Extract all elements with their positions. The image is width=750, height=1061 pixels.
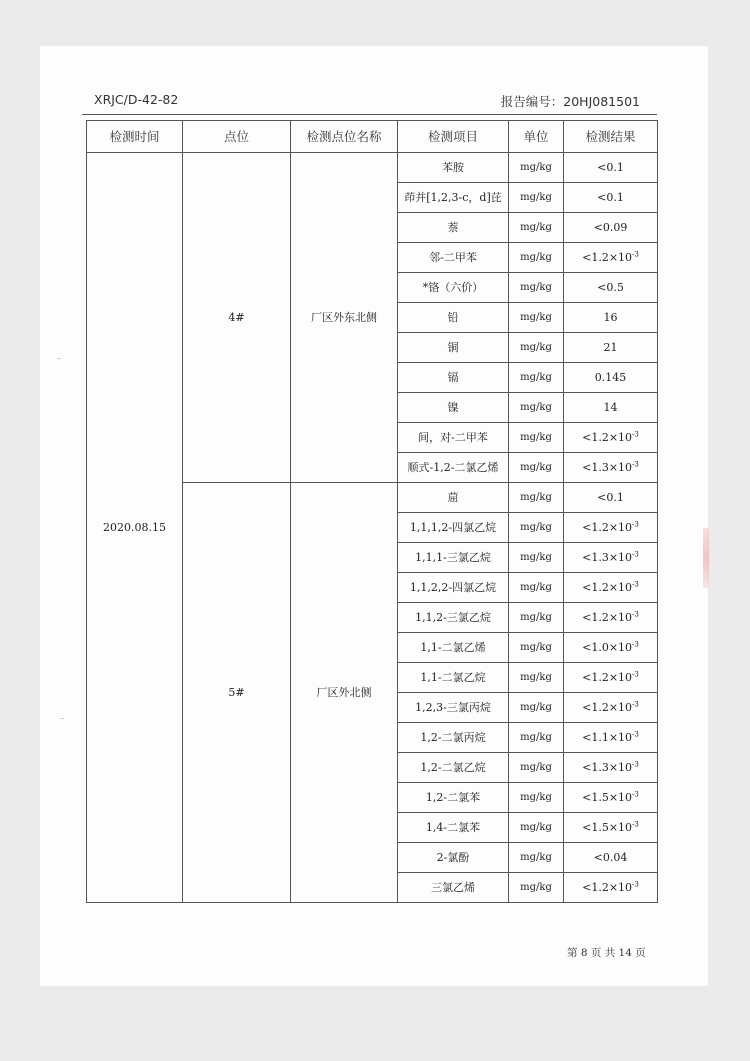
report-number: 报告编号：20HJ081501: [500, 94, 640, 109]
header-divider: [82, 114, 657, 115]
test-item: 铜: [398, 333, 509, 363]
unit: mg/kg: [509, 723, 564, 753]
table-header-row: [87, 121, 658, 153]
result-value: 21: [603, 341, 618, 354]
test-result: [564, 663, 658, 693]
document-code: XRJC/D-42-82: [94, 92, 179, 107]
table-body: [87, 153, 658, 903]
result-exponent: -3: [632, 520, 639, 529]
result-value: 0.145: [594, 371, 627, 384]
result-exponent: -3: [632, 760, 639, 769]
unit: mg/kg: [509, 573, 564, 603]
col-header-item: 检测项目: [398, 121, 509, 153]
test-result: [564, 693, 658, 723]
unit: mg/kg: [509, 423, 564, 453]
result-exponent: -3: [632, 580, 639, 589]
unit: mg/kg: [509, 453, 564, 483]
result-exponent: -3: [632, 820, 639, 829]
test-result: [564, 753, 658, 783]
test-result: [564, 483, 658, 513]
result-value: <1.3×10: [582, 551, 633, 564]
unit: mg/kg: [509, 483, 564, 513]
test-result: [564, 453, 658, 483]
unit: mg/kg: [509, 813, 564, 843]
result-exponent: -3: [632, 250, 639, 259]
col-header-result: 检测结果: [564, 121, 658, 153]
test-result: [564, 273, 658, 303]
result-value: <1.2×10: [582, 521, 633, 534]
result-value: 16: [603, 311, 618, 324]
sampling-point: 4#: [183, 153, 291, 483]
result-value: <0.09: [593, 221, 628, 234]
result-value: <1.2×10: [582, 581, 633, 594]
result-value: <1.2×10: [582, 251, 633, 264]
result-value: <1.2×10: [582, 881, 633, 894]
test-item: 1,1,2-三氯乙烷: [398, 603, 509, 633]
result-value: <1.0×10: [582, 641, 633, 654]
test-item: 1,1,2,2-四氯乙烷: [398, 573, 509, 603]
unit: mg/kg: [509, 243, 564, 273]
result-value: <1.2×10: [582, 431, 633, 444]
test-item: 镍: [398, 393, 509, 423]
result-value: <0.5: [597, 281, 624, 294]
test-item: 萘: [398, 213, 509, 243]
unit: mg/kg: [509, 693, 564, 723]
unit: mg/kg: [509, 783, 564, 813]
test-item: 1,4-二氯苯: [398, 813, 509, 843]
result-exponent: -3: [632, 700, 639, 709]
result-exponent: -3: [632, 460, 639, 469]
test-item: 2-氯酚: [398, 843, 509, 873]
unit: mg/kg: [509, 633, 564, 663]
result-value: <1.5×10: [582, 791, 633, 804]
test-result: [564, 153, 658, 183]
result-value: 14: [603, 401, 618, 414]
test-item: 顺式-1,2-二氯乙烯: [398, 453, 509, 483]
test-item: 1,2-二氯乙烷: [398, 753, 509, 783]
result-value: <1.2×10: [582, 701, 633, 714]
test-item: 间，对-二甲苯: [398, 423, 509, 453]
test-result: [564, 213, 658, 243]
test-item: 铅: [398, 303, 509, 333]
unit: mg/kg: [509, 543, 564, 573]
test-item: 邻-二甲苯: [398, 243, 509, 273]
unit: mg/kg: [509, 213, 564, 243]
test-item: 1,1-二氯乙烯: [398, 633, 509, 663]
result-exponent: -3: [632, 790, 639, 799]
test-item: 苯胺: [398, 153, 509, 183]
col-header-unit: 单位: [509, 121, 564, 153]
result-value: <0.1: [597, 161, 624, 174]
col-header-point: 点位: [183, 121, 291, 153]
test-result: [564, 783, 658, 813]
table-row: [87, 153, 658, 183]
test-result: [564, 363, 658, 393]
unit: mg/kg: [509, 753, 564, 783]
test-result: [564, 723, 658, 753]
result-value: <1.5×10: [582, 821, 633, 834]
page-number: 第 8 页 共 14 页: [567, 947, 646, 959]
seal-stamp-edge: [703, 528, 709, 588]
col-header-location: 检测点位名称: [291, 121, 398, 153]
sampling-location: 厂区外东北侧: [291, 153, 398, 483]
test-result: [564, 393, 658, 423]
result-exponent: -3: [632, 880, 639, 889]
result-exponent: -3: [632, 550, 639, 559]
unit: mg/kg: [509, 333, 564, 363]
test-result: [564, 423, 658, 453]
test-result: [564, 813, 658, 843]
test-item: 镉: [398, 363, 509, 393]
unit: mg/kg: [509, 273, 564, 303]
result-value: <0.1: [597, 191, 624, 204]
page-header: [94, 92, 640, 110]
sampling-point: 5#: [183, 483, 291, 903]
test-result: [564, 243, 658, 273]
test-item: 1,2-二氯苯: [398, 783, 509, 813]
unit: mg/kg: [509, 843, 564, 873]
test-item: 茚并[1,2,3-c，d]芘: [398, 183, 509, 213]
unit: mg/kg: [509, 303, 564, 333]
test-result: [564, 633, 658, 663]
result-exponent: -3: [632, 730, 639, 739]
unit: mg/kg: [509, 873, 564, 903]
test-item: 䓛: [398, 483, 509, 513]
result-exponent: -3: [632, 430, 639, 439]
result-value: <1.1×10: [582, 731, 633, 744]
test-result: [564, 303, 658, 333]
test-item: 1,2,3-三氯丙烷: [398, 693, 509, 723]
test-results-table: [86, 120, 658, 903]
result-exponent: -3: [632, 640, 639, 649]
result-value: <0.1: [597, 491, 624, 504]
result-value: <1.3×10: [582, 761, 633, 774]
result-exponent: -3: [632, 670, 639, 679]
result-value: <1.3×10: [582, 461, 633, 474]
unit: mg/kg: [509, 603, 564, 633]
test-item: 1,2-二氯丙烷: [398, 723, 509, 753]
test-result: [564, 543, 658, 573]
test-item: 1,1,1,2-四氯乙烷: [398, 513, 509, 543]
unit: mg/kg: [509, 153, 564, 183]
test-item: 1,1-二氯乙烷: [398, 663, 509, 693]
test-date: 2020.08.15: [87, 153, 183, 903]
unit: mg/kg: [509, 183, 564, 213]
test-result: [564, 873, 658, 903]
test-result: [564, 843, 658, 873]
result-exponent: -3: [632, 610, 639, 619]
test-result: [564, 183, 658, 213]
test-item: *铬（六价）: [398, 273, 509, 303]
sampling-location: 厂区外北侧: [291, 483, 398, 903]
result-value: <1.2×10: [582, 671, 633, 684]
col-header-time: 检测时间: [87, 121, 183, 153]
result-value: <1.2×10: [582, 611, 633, 624]
test-result: [564, 513, 658, 543]
test-result: [564, 603, 658, 633]
result-value: <0.04: [593, 851, 628, 864]
unit: mg/kg: [509, 393, 564, 423]
unit: mg/kg: [509, 363, 564, 393]
test-result: [564, 333, 658, 363]
scan-speck: [60, 718, 64, 719]
unit: mg/kg: [509, 663, 564, 693]
test-item: 三氯乙烯: [398, 873, 509, 903]
scan-speck: [57, 358, 61, 359]
unit: mg/kg: [509, 513, 564, 543]
test-result: [564, 573, 658, 603]
test-item: 1,1,1-三氯乙烷: [398, 543, 509, 573]
